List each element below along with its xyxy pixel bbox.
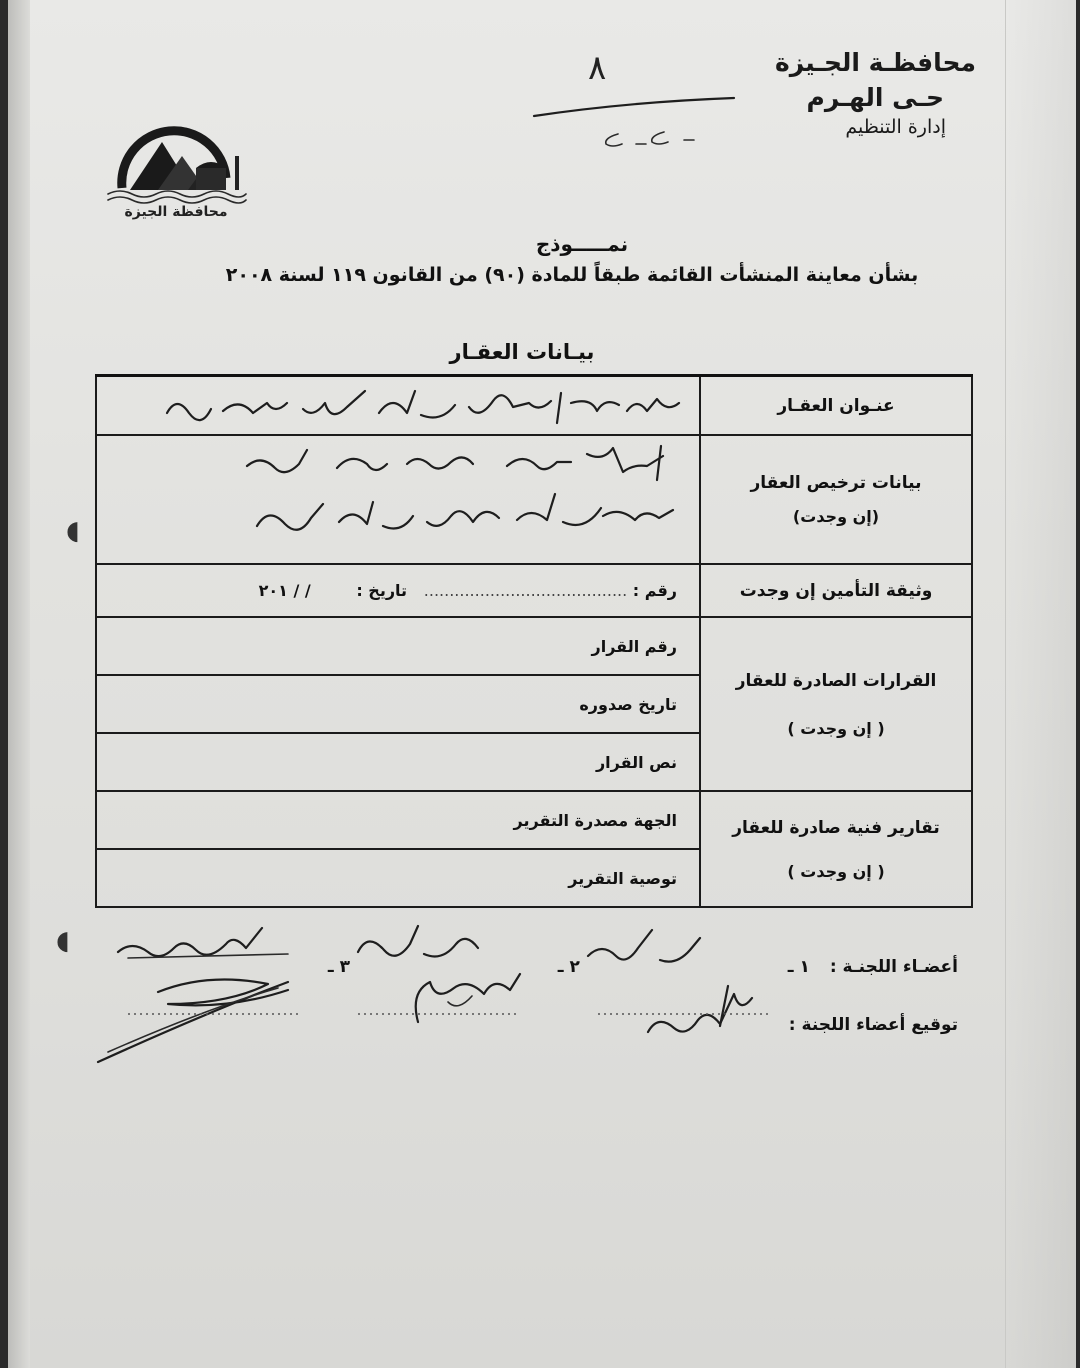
committee-members-label: أعضـاء اللجنـة :: [829, 957, 958, 977]
insurance-value[interactable]: [96, 564, 700, 618]
decision-number-field[interactable]: رقم القرار: [96, 617, 700, 675]
district-name: حـى الهـرم: [806, 83, 944, 112]
handwritten-license-details: [227, 440, 697, 556]
insurance-label: وثيقة التأمين إن وجدت: [700, 564, 972, 618]
margin-mark: ◖: [66, 516, 80, 546]
handwritten-number: ٨: [588, 48, 607, 88]
insurance-row: [96, 564, 972, 618]
member-1-number: ١ ـ: [787, 957, 810, 977]
form-subtitle: بشأن معاينة المنشأت القائمة طبقاً للمادة (٩٠) من القانون ١١٩ لسنة ٢٠٠٨: [225, 264, 919, 286]
decision-date-field[interactable]: تاريخ صدوره: [96, 675, 700, 733]
margin-mark: ◖: [56, 926, 70, 956]
technical-reports-label: تقارير فنية صادرة للعقار ( إن وجدت ): [700, 791, 972, 907]
member-3-number: ٣ ـ: [327, 957, 350, 977]
property-data-table: [95, 374, 973, 908]
section-title: بيـانات العقـار: [449, 340, 595, 364]
committee-members-line: [98, 938, 958, 996]
member-2-number: ٢ ـ: [557, 957, 580, 977]
report-issuer-row: [96, 791, 972, 849]
license-row: [96, 435, 972, 563]
governorate-name: محافظـة الجـيزة: [774, 48, 976, 77]
license-value[interactable]: [96, 435, 700, 563]
address-row: [96, 376, 972, 436]
decision-text-field[interactable]: نص القرار: [96, 733, 700, 791]
paper-sheet: [8, 0, 1076, 1368]
page-edge-left: [8, 0, 30, 1368]
letterhead: [775, 48, 976, 138]
handwritten-address: [157, 383, 697, 435]
insurance-number-dots: ........................................: [423, 581, 628, 601]
form-title: نمـــــوذج: [535, 232, 629, 256]
committee-signatures-label: توقيع أعضاء اللجنة :: [788, 1015, 958, 1035]
committee-section: [98, 938, 958, 1054]
report-recommendation-field[interactable]: توصية التقرير: [96, 849, 700, 907]
insurance-number-label: رقم :: [632, 581, 677, 601]
insurance-date-label: تاريخ :: [356, 581, 408, 601]
page-edge-right: [1005, 0, 1076, 1368]
form-heading: [8, 232, 1076, 286]
address-label: عنـوان العقـار: [700, 376, 972, 436]
report-issuer-field[interactable]: الجهة مصدرة التقرير: [96, 791, 700, 849]
department-name: إدارة التنظيم: [845, 116, 946, 138]
insurance-date-value: / / ٢٠١: [258, 581, 311, 601]
decision-number-row: [96, 617, 972, 675]
address-value[interactable]: [96, 376, 700, 436]
decisions-label: القرارات الصادرة للعقار ( إن وجدت ): [700, 617, 972, 791]
handwritten-serial-mark: [528, 48, 748, 162]
committee-signatures-line: [98, 996, 958, 1054]
license-label: بيانات ترخيص العقار (إن وجدت): [700, 435, 972, 563]
logo-caption: محافظة الجيزة: [124, 204, 228, 220]
